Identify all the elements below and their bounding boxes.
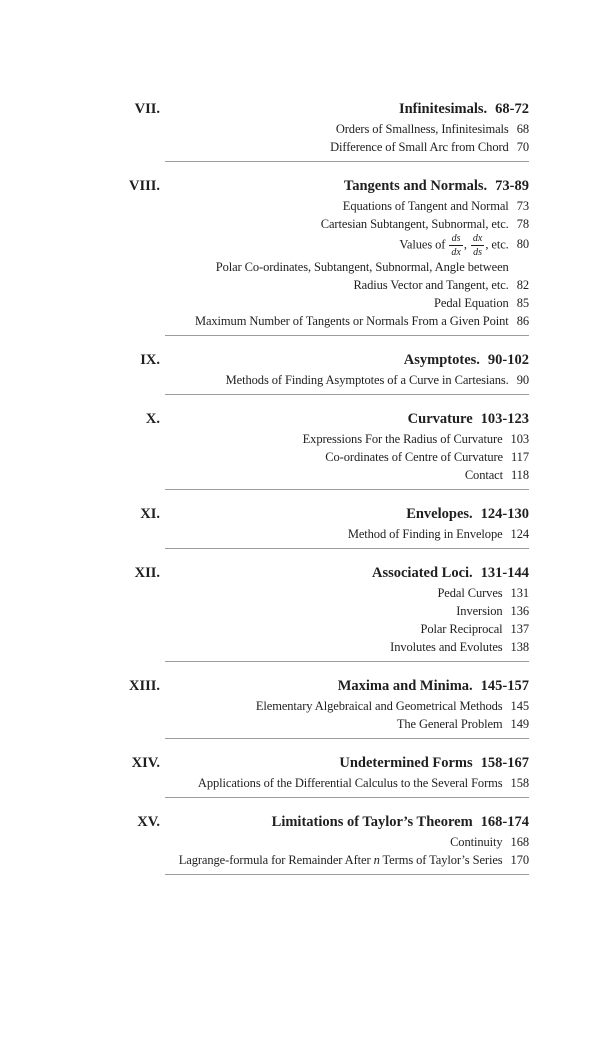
item-page: 168 bbox=[510, 835, 529, 849]
section-pages: 158-167 bbox=[480, 755, 529, 771]
section-rule bbox=[165, 661, 529, 662]
item-title: Inversion bbox=[456, 604, 503, 618]
toc-item-row bbox=[108, 774, 529, 792]
toc-item-row bbox=[108, 602, 529, 620]
toc-item-row bbox=[108, 294, 529, 312]
item-title: Contact bbox=[464, 468, 503, 482]
section-pages: 73-89 bbox=[495, 178, 529, 194]
item-page: 170 bbox=[510, 853, 529, 867]
section-heading-row bbox=[108, 408, 529, 430]
section-rule bbox=[165, 335, 529, 336]
item-title: Continuity bbox=[450, 835, 503, 849]
section-numeral: XIII. bbox=[128, 678, 160, 694]
item-page: 82 bbox=[516, 278, 529, 292]
toc-section bbox=[108, 811, 529, 875]
section-items bbox=[108, 120, 529, 156]
toc-item-row bbox=[108, 120, 529, 138]
section-pages: 124-130 bbox=[480, 506, 529, 522]
section-pages: 68-72 bbox=[495, 101, 529, 117]
section-heading-row bbox=[108, 562, 529, 584]
section-pages: 131-144 bbox=[480, 565, 529, 581]
section-heading-row bbox=[108, 675, 529, 697]
section-numeral: IX. bbox=[140, 352, 160, 368]
section-pages: 168-174 bbox=[480, 814, 529, 830]
section-rule bbox=[165, 874, 529, 875]
toc-item-row bbox=[108, 430, 529, 448]
fraction-denominator: ds bbox=[473, 247, 483, 258]
section-numeral: VIII. bbox=[128, 178, 160, 194]
section-rule bbox=[165, 489, 529, 490]
item-title: Expressions For the Radius of Curvature bbox=[302, 432, 503, 446]
section-title: Tangents and Normals. bbox=[343, 178, 488, 194]
fraction-denominator: dx bbox=[451, 247, 461, 258]
item-page: 78 bbox=[516, 217, 529, 231]
item-text-prefix: Values of bbox=[399, 237, 449, 252]
toc bbox=[108, 98, 529, 875]
section-rule bbox=[165, 548, 529, 549]
fraction-numerator: ds bbox=[449, 233, 462, 246]
toc-item-row bbox=[108, 525, 529, 543]
section-numeral: XII. bbox=[134, 565, 160, 581]
item-title: Pedal Curves bbox=[437, 586, 503, 600]
fraction-separator: , bbox=[463, 237, 470, 252]
section-title: Maxima and Minima. bbox=[337, 678, 473, 694]
item-title: Method of Finding in Envelope bbox=[347, 527, 503, 541]
item-text-part: Lagrange-formula for Remainder After bbox=[178, 853, 374, 867]
item-page: 86 bbox=[516, 314, 529, 328]
section-items bbox=[108, 697, 529, 733]
section-heading-row bbox=[108, 349, 529, 371]
item-title bbox=[160, 851, 503, 869]
item-title: Maximum Number of Tangents or Normals From a Given Point bbox=[194, 314, 509, 328]
item-page: 137 bbox=[510, 622, 529, 636]
section-rule bbox=[165, 797, 529, 798]
toc-item-row bbox=[108, 715, 529, 733]
toc-item-row bbox=[108, 833, 529, 851]
toc-item-row bbox=[108, 638, 529, 656]
item-title-line: Polar Co-ordinates, Subtangent, Subnormal, Angle between bbox=[215, 260, 509, 274]
toc-section bbox=[108, 175, 529, 336]
item-title: Applications of the Differential Calculus to the Several Forms bbox=[197, 776, 503, 790]
item-title: Methods of Finding Asymptotes of a Curve in Cartesians. bbox=[225, 373, 509, 387]
section-numeral: XIV. bbox=[131, 755, 160, 771]
item-page: 90 bbox=[516, 373, 529, 387]
item-title: Pedal Equation bbox=[434, 296, 509, 310]
toc-section bbox=[108, 98, 529, 162]
toc-item-row bbox=[108, 466, 529, 484]
item-title: Elementary Algebraical and Geometrical Methods bbox=[255, 699, 503, 713]
section-rule bbox=[165, 394, 529, 395]
toc-item-row bbox=[108, 851, 529, 869]
section-pages: 145-157 bbox=[480, 678, 529, 694]
item-title: Cartesian Subtangent, Subnormal, etc. bbox=[320, 217, 509, 231]
section-heading-row bbox=[108, 175, 529, 197]
section-heading-row bbox=[108, 98, 529, 120]
toc-item-row bbox=[108, 197, 529, 215]
section-items bbox=[108, 371, 529, 389]
item-text-part: Terms of Taylor’s Series bbox=[379, 853, 503, 867]
section-title: Undetermined Forms bbox=[339, 755, 473, 771]
section-numeral: X. bbox=[145, 411, 160, 427]
section-title: Associated Loci. bbox=[371, 565, 473, 581]
toc-item-row bbox=[108, 138, 529, 156]
toc-item-row bbox=[108, 584, 529, 602]
section-title: Envelopes. bbox=[406, 506, 473, 522]
toc-section bbox=[108, 503, 529, 549]
toc-item-row bbox=[108, 620, 529, 638]
item-title: Difference of Small Arc from Chord bbox=[330, 140, 509, 154]
item-page: 118 bbox=[511, 468, 529, 482]
section-heading-row bbox=[108, 503, 529, 525]
toc-item-row bbox=[108, 215, 529, 233]
item-page: 70 bbox=[516, 140, 529, 154]
fraction-icon bbox=[471, 233, 484, 258]
section-items bbox=[108, 430, 529, 484]
item-page: 85 bbox=[516, 296, 529, 310]
toc-item-row bbox=[108, 258, 529, 294]
item-page: 80 bbox=[516, 237, 529, 252]
section-title: Limitations of Taylor’s Theorem bbox=[271, 814, 473, 830]
section-numeral: VII. bbox=[134, 101, 160, 117]
section-items bbox=[108, 584, 529, 656]
toc-section bbox=[108, 562, 529, 662]
section-items bbox=[108, 197, 529, 330]
section-rule bbox=[165, 738, 529, 739]
toc-item-row bbox=[108, 371, 529, 389]
item-page: 124 bbox=[510, 527, 529, 541]
item-page: 131 bbox=[510, 586, 529, 600]
item-title: Involutes and Evolutes bbox=[390, 640, 503, 654]
section-pages: 90-102 bbox=[487, 352, 529, 368]
section-numeral: XI. bbox=[140, 506, 160, 522]
item-text-suffix: , etc. bbox=[485, 237, 509, 252]
item-title: Orders of Smallness, Infinitesimals bbox=[335, 122, 509, 136]
item-title bbox=[160, 258, 509, 294]
item-page: 117 bbox=[511, 450, 529, 464]
item-page: 103 bbox=[510, 432, 529, 446]
section-rule bbox=[165, 161, 529, 162]
section-title: Curvature bbox=[407, 411, 473, 427]
item-title: Co-ordinates of Centre of Curvature bbox=[325, 450, 503, 464]
item-title bbox=[160, 233, 509, 258]
section-numeral: XV. bbox=[137, 814, 160, 830]
toc-section bbox=[108, 675, 529, 739]
item-title-line: Radius Vector and Tangent, etc. bbox=[353, 278, 509, 292]
item-page: 138 bbox=[510, 640, 529, 654]
item-title: Equations of Tangent and Normal bbox=[342, 199, 509, 213]
toc-section bbox=[108, 408, 529, 490]
toc-page bbox=[0, 98, 600, 875]
toc-item-row bbox=[108, 448, 529, 466]
toc-section bbox=[108, 752, 529, 798]
toc-section bbox=[108, 349, 529, 395]
toc-item-row bbox=[108, 312, 529, 330]
toc-item-row bbox=[108, 233, 529, 258]
item-page: 158 bbox=[510, 776, 529, 790]
item-page: 73 bbox=[516, 199, 529, 213]
section-pages: 103-123 bbox=[480, 411, 529, 427]
section-items bbox=[108, 525, 529, 543]
section-heading-row bbox=[108, 811, 529, 833]
item-title: Polar Reciprocal bbox=[420, 622, 503, 636]
item-title: The General Problem bbox=[396, 717, 503, 731]
section-items bbox=[108, 774, 529, 792]
item-page: 145 bbox=[510, 699, 529, 713]
fraction-numerator: dx bbox=[472, 233, 483, 244]
fraction-icon bbox=[449, 233, 462, 258]
item-page: 136 bbox=[510, 604, 529, 618]
section-items bbox=[108, 833, 529, 869]
section-title: Infinitesimals. bbox=[398, 101, 488, 117]
item-page: 149 bbox=[510, 717, 529, 731]
section-title: Asymptotes. bbox=[403, 352, 480, 368]
toc-item-row bbox=[108, 697, 529, 715]
item-text-part: n bbox=[373, 853, 380, 867]
section-heading-row bbox=[108, 752, 529, 774]
item-page: 68 bbox=[516, 122, 529, 136]
